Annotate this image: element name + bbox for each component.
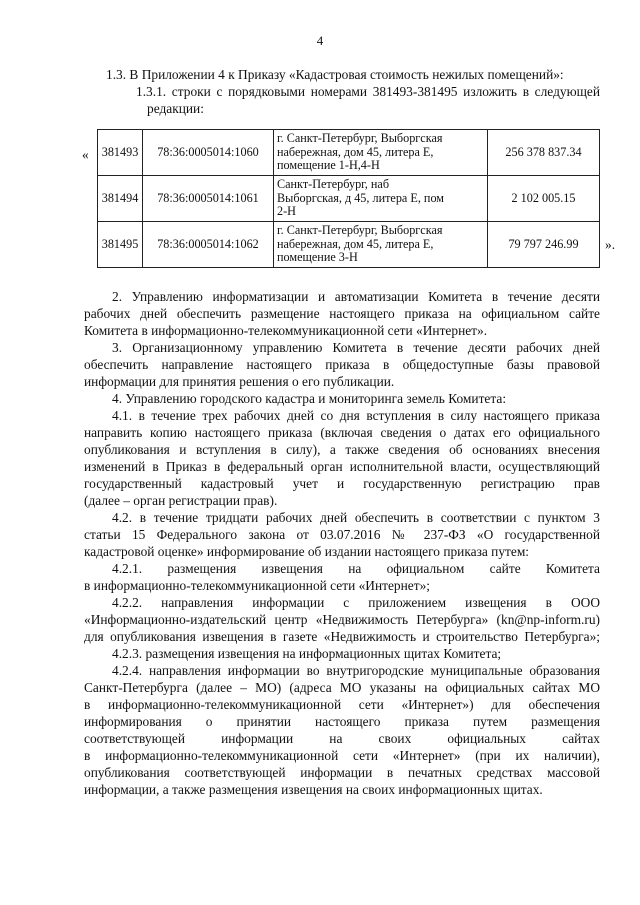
paragraph-line: статьи 15 Федерального закона от 03.07.2016 № 237-ФЗ «О государственной <box>84 527 600 542</box>
cadastral-number: 78:36:0005014:1061 <box>143 176 274 222</box>
table-row <box>98 130 600 176</box>
cadastral-cost: 2 102 005.15 <box>488 176 600 222</box>
address-line: набережная, дом 45, литера Е, <box>277 144 434 159</box>
paragraph-line: 4. Управлению городского кадастра и мониторинга земель Комитета: <box>112 391 507 406</box>
paragraph-line: государственный кадастровый учет и государственную регистрацию прав <box>84 476 600 491</box>
paragraph-line: 4.2. в течение тридцати рабочих дней обеспечить в соответствии с пунктом 3 <box>112 510 600 525</box>
table-row <box>98 222 600 268</box>
paragraph-line: соответствующей информации на своих официальных сайтах <box>84 731 600 746</box>
row-number: 381494 <box>98 176 143 222</box>
paragraph-line: 2. Управлению информатизации и автоматизации Комитета в течение десяти <box>112 289 600 304</box>
page-number: 4 <box>316 33 324 48</box>
paragraph-line: информирования о принятии настоящего приказа путем размещения <box>84 714 600 729</box>
address-line: 2-Н <box>277 204 296 219</box>
cadastral-number: 78:36:0005014:1060 <box>143 130 274 176</box>
paragraph-line: 4.2.2. направления информации с приложением извещения в ООО <box>112 595 600 610</box>
address <box>274 222 488 268</box>
paragraph-line: в информационно-телекоммуникационной сети «Интернет» (при их наличии), <box>84 748 600 763</box>
paragraph-line: направить копию настоящего приказа (включая сведения о датах его официального <box>84 425 600 440</box>
paragraph-line: информации для принятия решения о его публикации. <box>84 374 395 389</box>
address <box>274 130 488 176</box>
address-line: набережная, дом 45, литера Е, <box>277 236 434 251</box>
address-line: Санкт-Петербург, наб <box>277 176 390 191</box>
address-line: помещение 1-Н,4-Н <box>277 158 380 173</box>
paragraph-line: 4.2.1. размещения извещения на официальном сайте Комитета <box>112 561 600 576</box>
paragraph-line: 4.2.4. направления информации во внутригородские муниципальные образования <box>112 663 600 678</box>
paragraph-line: кадастровой оценке» информирование об издании настоящего приказа путем: <box>84 544 530 559</box>
paragraph-line: (далее – орган регистрации прав). <box>84 493 278 508</box>
address-line: г. Санкт-Петербург, Выборгская <box>277 222 443 237</box>
item-1-3-heading: 1.3. В Приложении 4 к Приказу «Кадастровая стоимость нежилых помещений»: <box>106 67 564 82</box>
paragraph-line: 4.2.3. размещения извещения на информационных щитах Комитета; <box>112 646 502 661</box>
paragraph-line: для опубликования извещения в газете «Недвижимость и строительство Петербурга»; <box>84 629 600 644</box>
address-line: Выборгская, д 45, литера Е, пом <box>277 190 445 205</box>
paragraph-line: изменений в Приказ в федеральный орган исполнительной власти, осуществляющий <box>84 459 600 474</box>
paragraph-line: информации, а также размещения извещения на своих информационных щитах. <box>84 782 543 797</box>
cadastral-number: 78:36:0005014:1062 <box>143 222 274 268</box>
paragraph-line: 3. Организационному управлению Комитета в течение десяти рабочих дней <box>112 340 600 355</box>
close-quote: ». <box>605 237 616 252</box>
paragraph-line: Комитета в информационно-телекоммуникационной сети «Интернет». <box>84 323 488 338</box>
paragraph-line: опубликования соответствующей информации в печатных средствах массовой <box>84 765 600 780</box>
paragraph-line: обеспечить направление настоящего приказа в общедоступные базы правовой <box>84 357 600 372</box>
paragraph-line: 4.1. в течение трех рабочих дней со дня вступления в силу настоящего приказа <box>112 408 600 423</box>
address-line: г. Санкт-Петербург, Выборгская <box>277 130 443 145</box>
table-row <box>98 176 600 222</box>
address-line: помещение 3-Н <box>277 250 358 265</box>
row-number: 381495 <box>98 222 143 268</box>
address <box>274 176 488 222</box>
cadastral-cost: 256 378 837.34 <box>488 130 600 176</box>
open-quote: « <box>82 147 89 162</box>
paragraph-line: опубликования и вступления в силу), а также сведения об основаниях внесения <box>84 442 600 457</box>
paragraph-line: в информационно-телекоммуникационной сети «Интернет»; <box>84 578 430 593</box>
item-1-3-1-line-2: редакции: <box>147 101 204 116</box>
cadastral-value-table <box>97 129 600 268</box>
paragraph-line: «Информационно-издательский центр «Недвижимость Петербурга» (kn@np-inform.ru) <box>84 612 600 627</box>
item-1-3-1-line-1: 1.3.1. строки с порядковыми номерами 381493-381495 изложить в следующей <box>136 84 600 99</box>
paragraph-line: в информационно-телекоммуникационной сети «Интернет») для обеспечения <box>84 697 600 712</box>
cadastral-cost: 79 797 246.99 <box>488 222 600 268</box>
row-number: 381493 <box>98 130 143 176</box>
paragraph-line: Санкт-Петербурга (далее – МО) (адреса МО указаны на официальных сайтах МО <box>84 680 600 695</box>
paragraph-line: рабочих дней обеспечить размещение настоящего приказа на официальном сайте <box>84 306 600 321</box>
